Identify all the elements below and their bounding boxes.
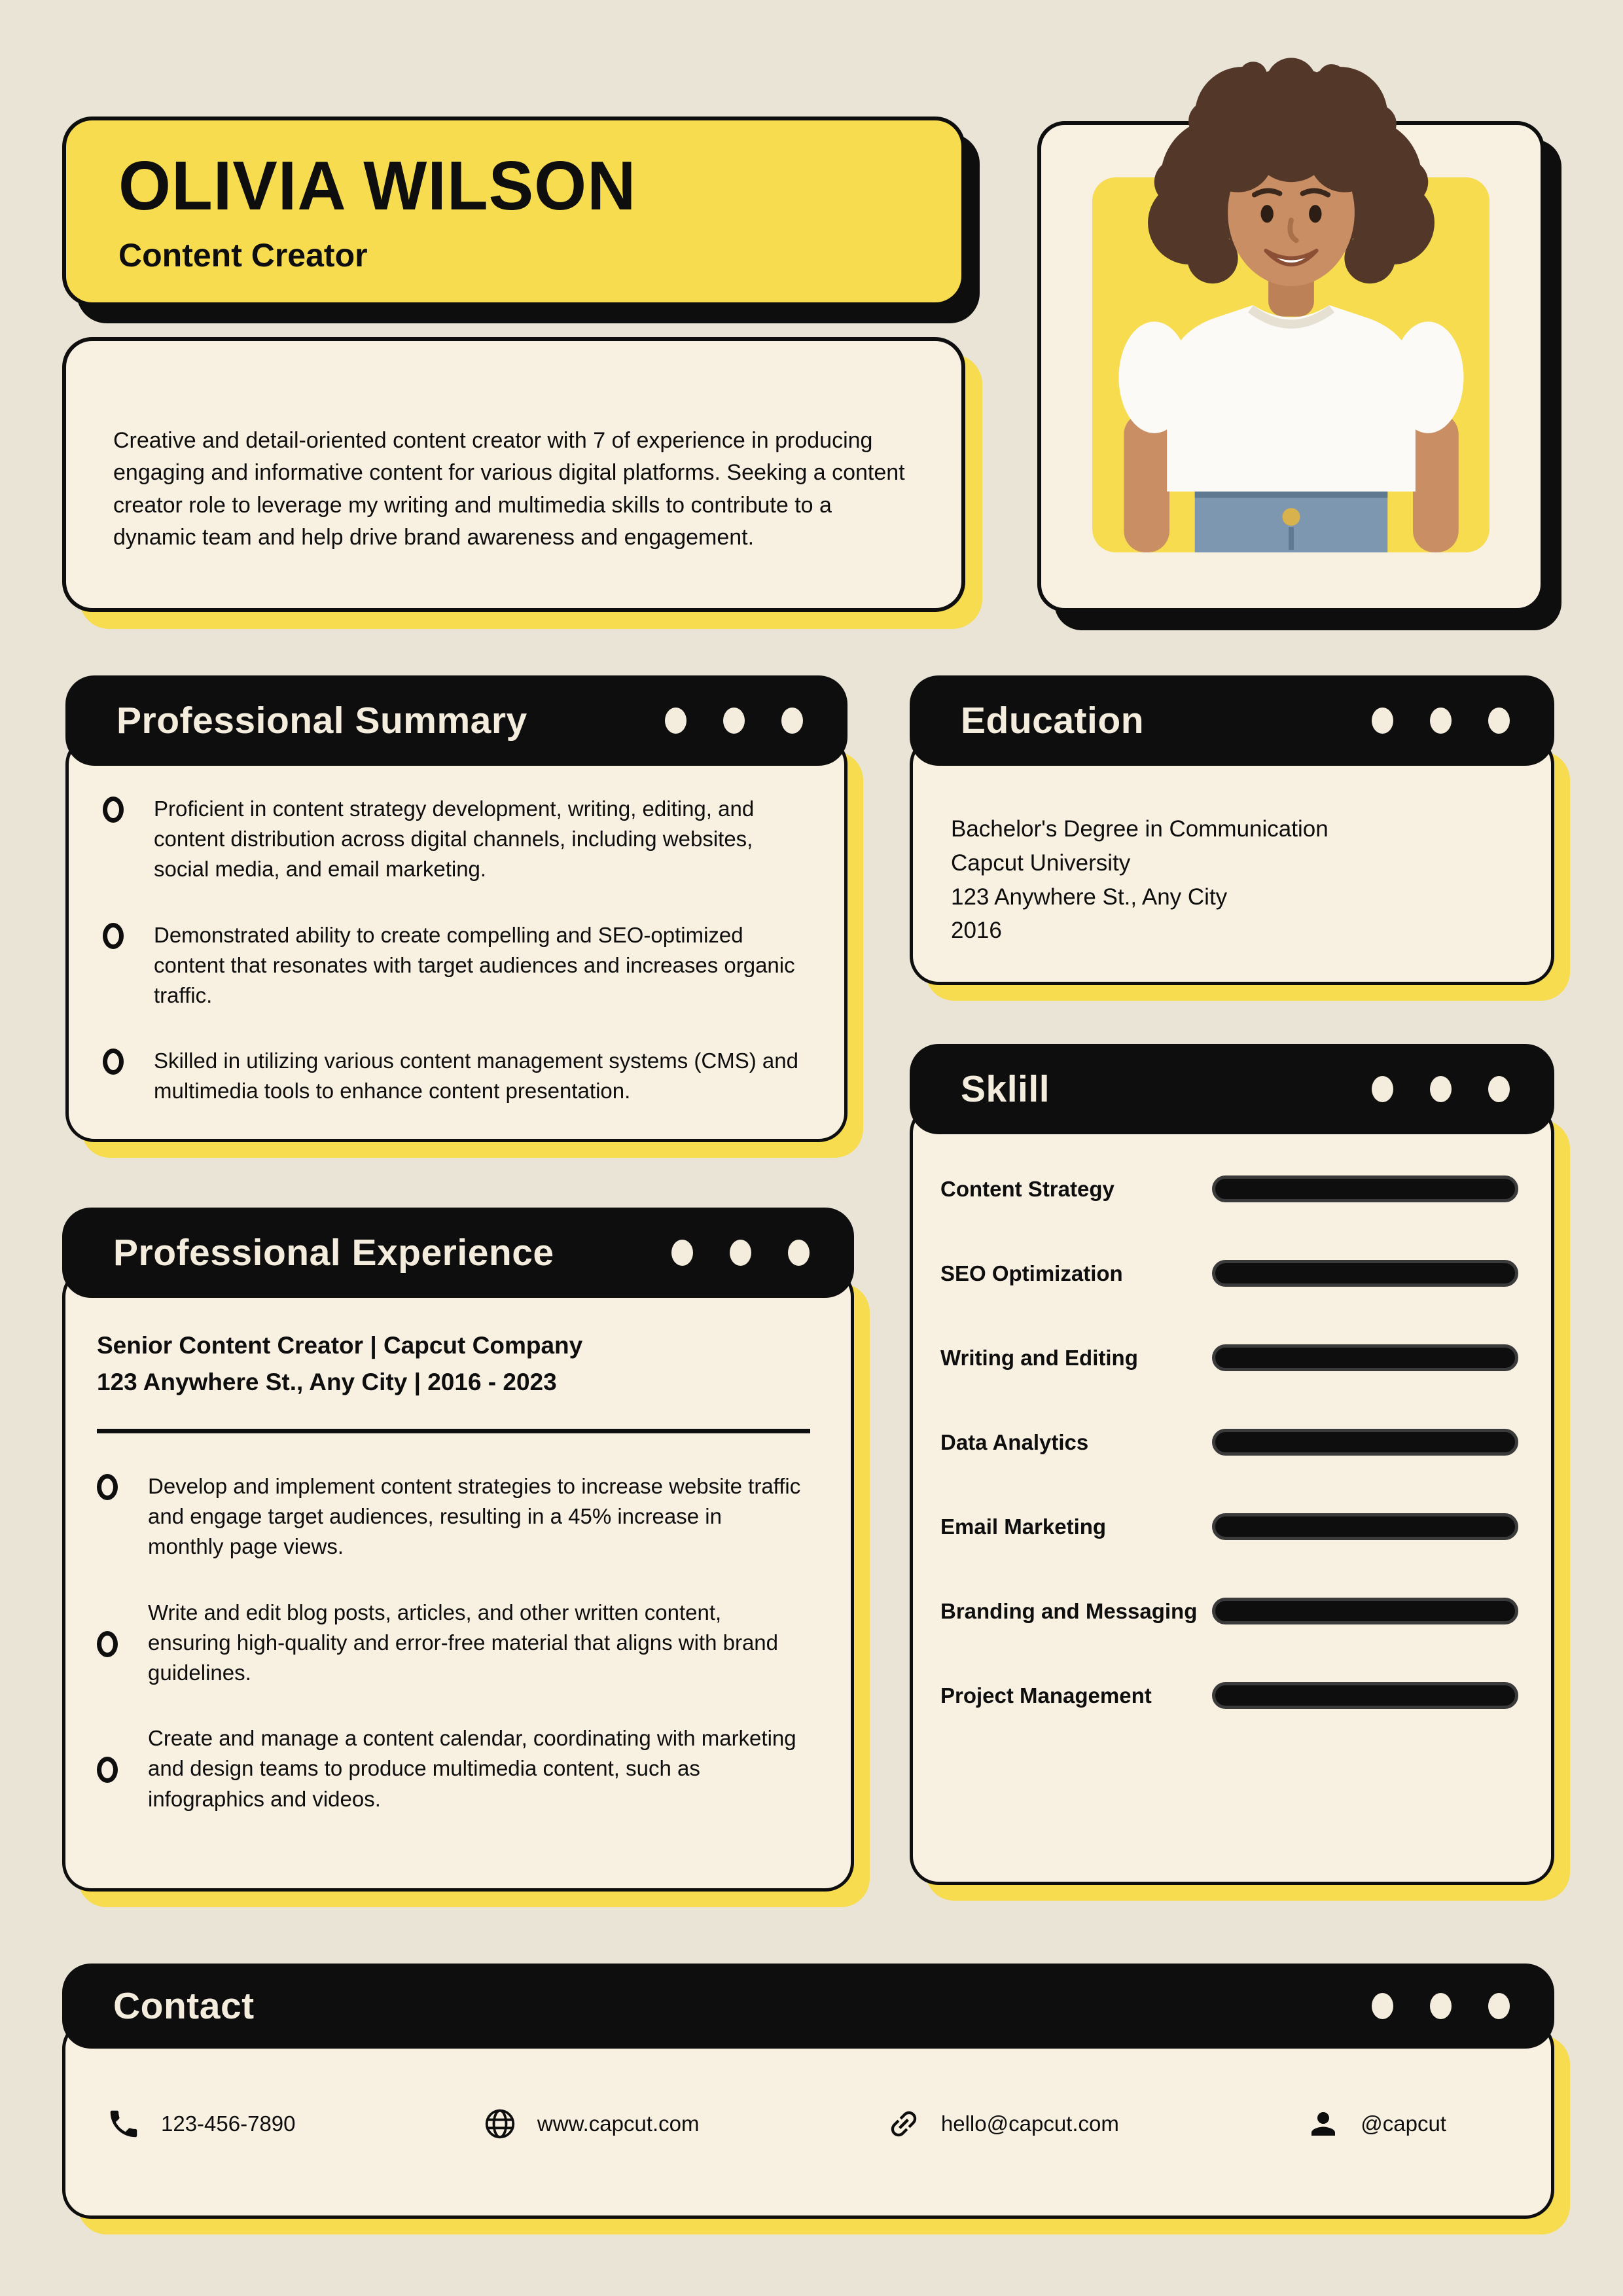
skill-bar	[1212, 1429, 1518, 1456]
experience-bullet: Create and manage a content calendar, coordinating with marketing and design teams to produce multimedia content, such as infographics and videos.	[97, 1723, 810, 1814]
window-dot-icon	[1430, 1076, 1452, 1102]
window-dot-icon	[1488, 1076, 1510, 1102]
education-card	[910, 675, 1554, 985]
education-address: 123 Anywhere St., Any City	[951, 884, 1228, 910]
bullet-circle-icon	[103, 923, 124, 949]
skill-row: Branding and Messaging	[940, 1569, 1518, 1653]
window-dot-icon	[730, 1240, 751, 1266]
window-dot-icon	[671, 1240, 693, 1266]
skill-bar	[1212, 1260, 1518, 1287]
skill-bar	[1212, 1598, 1518, 1624]
globe-icon	[482, 2106, 518, 2142]
bullet-circle-icon	[103, 1049, 124, 1075]
education-school: Capcut University	[951, 850, 1131, 876]
name-banner	[62, 117, 965, 306]
contact-social: @capcut	[1306, 2106, 1446, 2142]
bullet-circle-icon	[103, 797, 124, 823]
contact-email: hello@capcut.com	[886, 2106, 1119, 2142]
experience-dates: 123 Anywhere St., Any City | 2016 - 2023	[97, 1368, 557, 1395]
bullet-circle-icon	[97, 1757, 118, 1783]
window-dots	[665, 708, 803, 734]
window-dot-icon	[1372, 1993, 1393, 2019]
window-dot-icon	[1430, 708, 1452, 734]
skill-bar	[1212, 1513, 1518, 1540]
section-title: Professional Summary	[116, 700, 527, 742]
section-title: Contact	[113, 1985, 255, 2027]
about-card	[62, 337, 965, 612]
bullet-circle-icon	[97, 1631, 118, 1657]
section-title: Sklill	[961, 1068, 1050, 1110]
contact-website: www.capcut.com	[482, 2106, 700, 2142]
summary-bullet: Skilled in utilizing various content management systems (CMS) and multimedia tools to enhance content presentation.	[103, 1046, 798, 1106]
person-role: Content Creator	[118, 237, 368, 274]
summary-bullet: Proficient in content strategy development, writing, editing, and content distribution across digital channels, including websites, social media, and email marketing.	[103, 794, 798, 885]
window-dot-icon	[788, 1240, 810, 1266]
about-text: Creative and detail-oriented content creator with 7 of experience in producing engaging and informative content for various digital platforms. Seeking a content creator role to leverage my writing and multimedia skills to contribute to a dynamic team and help drive brand awareness and engagement.	[113, 428, 905, 550]
skills-card	[910, 1044, 1554, 1885]
window-dots	[1372, 708, 1510, 734]
experience-card	[62, 1208, 854, 1892]
education-degree: Bachelor's Degree in Communication	[951, 816, 1329, 842]
section-title: Professional Experience	[113, 1232, 554, 1274]
skill-row: Writing and Editing	[940, 1316, 1518, 1400]
experience-role: Senior Content Creator | Capcut Company	[97, 1332, 583, 1359]
experience-bullet: Develop and implement content strategies to increase website traffic and engage target audiences, resulting in a 45% increase in monthly page views.	[97, 1471, 810, 1562]
experience-bullet: Write and edit blog posts, articles, and other written content, ensuring high-quality and error-free material that aligns with brand guidelines.	[97, 1598, 810, 1689]
skills-header	[910, 1044, 1554, 1134]
contact-header	[62, 1964, 1554, 2049]
window-dots	[671, 1240, 810, 1266]
skill-row: Project Management	[940, 1653, 1518, 1738]
link-icon	[886, 2106, 921, 2142]
window-dot-icon	[1372, 1076, 1393, 1102]
window-dot-icon	[1488, 1993, 1510, 2019]
skill-bar	[1212, 1682, 1518, 1709]
contact-card	[62, 1964, 1554, 2219]
skill-row: Email Marketing	[940, 1484, 1518, 1569]
window-dot-icon	[781, 708, 803, 734]
professional-summary-body	[65, 736, 847, 1142]
phone-icon	[106, 2106, 141, 2142]
window-dot-icon	[1430, 1993, 1452, 2019]
portrait-photo	[1088, 34, 1494, 552]
experience-body	[62, 1268, 854, 1892]
professional-summary-header	[65, 675, 847, 766]
section-title: Education	[961, 700, 1145, 742]
skill-row: Data Analytics	[940, 1400, 1518, 1484]
summary-bullet: Demonstrated ability to create compelling and SEO-optimized content that resonates with target audiences and increases organic traffic.	[103, 920, 798, 1011]
window-dot-icon	[1488, 708, 1510, 734]
skills-body	[910, 1104, 1554, 1885]
skill-bar	[1212, 1344, 1518, 1371]
window-dot-icon	[665, 708, 687, 734]
window-dots	[1372, 1076, 1510, 1102]
education-header	[910, 675, 1554, 766]
divider-line	[97, 1429, 810, 1433]
education-year: 2016	[951, 918, 1002, 944]
window-dot-icon	[1372, 708, 1393, 734]
window-dot-icon	[723, 708, 745, 734]
bullet-circle-icon	[97, 1474, 118, 1500]
experience-header	[62, 1208, 854, 1298]
skill-row: Content Strategy	[940, 1147, 1518, 1231]
education-body	[910, 736, 1554, 985]
contact-body	[62, 2020, 1554, 2219]
photo-card	[1037, 121, 1544, 612]
contact-phone: 123-456-7890	[106, 2106, 296, 2142]
person-name: OLIVIA WILSON	[118, 147, 637, 224]
person-icon	[1306, 2106, 1341, 2142]
skill-row: SEO Optimization	[940, 1231, 1518, 1316]
professional-summary-card	[65, 675, 847, 1142]
window-dots	[1372, 1993, 1510, 2019]
skill-bar	[1212, 1175, 1518, 1202]
